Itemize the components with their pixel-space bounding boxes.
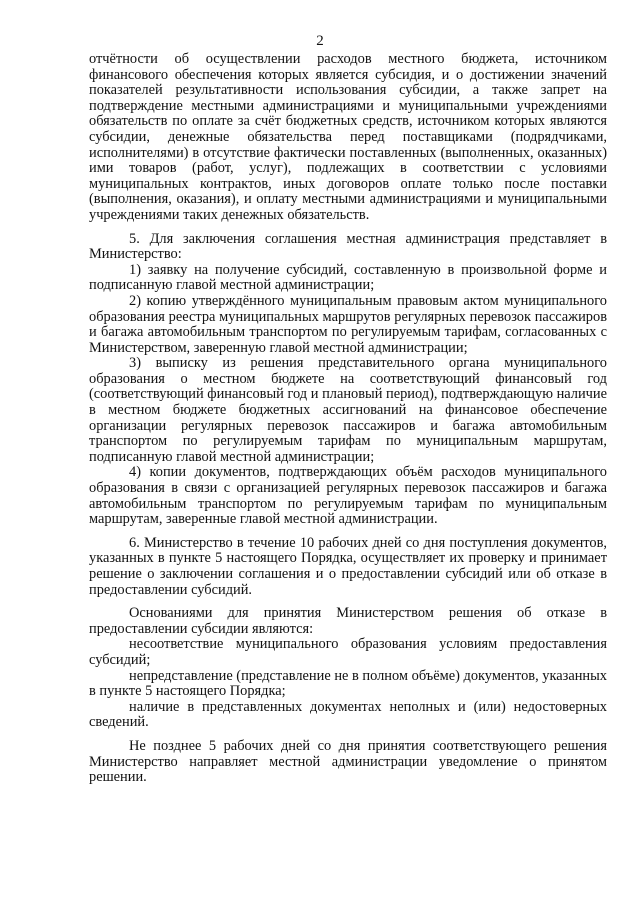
paragraph-notification: Не позднее 5 рабочих дней со дня принятия соответствующего решения Министерство направляет местной администрации уведомление о принятом решении. [89, 737, 607, 786]
list-item-3: 3) выписку из решения представительного органа муниципального образования о местном бюджете на соответствующий финансовый год (соответствующий финансовый год и плановый период), подтверждающую наличие в местном бюджете бюджетных ассигнований на финансовое обеспечение организации регулярных перевозок пассажиров и багажа автомобильным транспортом по регулируемым тарифам по муниципальным маршрутам, подписанную главой местной администрации; [89, 355, 607, 465]
document-body [89, 52, 607, 786]
list-item-2: 2) копию утверждённого муниципальным правовым актом муниципального образования реестра муниципальных маршрутов регулярных перевозок пассажиров и багажа автомобильным транспортом по регулируемым тарифам, согласованных с Министерством, заверенную главой местной администрации; [89, 292, 607, 356]
paragraph-item-6: 6. Министерство в течение 10 рабочих дней со дня поступления документов, указанных в пункте 5 настоящего Порядка, осуществляет их проверку и принимает решение о заключении соглашения и о предоставлении субсидий или об отказе в предоставлении субсидий. [89, 534, 607, 598]
paragraph-refusal-grounds: Основаниями для принятия Министерством решения об отказе в предоставлении субсидии являются: [89, 605, 607, 637]
list-item-1: 1) заявку на получение субсидий, составленную в произвольной форме и подписанную главой местной администрации; [89, 261, 607, 294]
refusal-ground-2: непредставление (представление не в полном объёме) документов, указанных в пункте 5 настоящего Порядка; [89, 667, 607, 700]
page-number: 2 [316, 33, 324, 49]
paragraph-continuation: отчётности об осуществлении расходов местного бюджета, источником финансового обеспечения которых является субсидия, и о достижении значений показателей результативности использования субсидии, а также запрет на подтверждение местными администрациями и муниципальными учреждениями обязательств по оплате за счёт бюджетных средств, источником которых являются субсидии, денежные обязательства перед поставщиками (подрядчиками, исполнителями) в отсутствие фактически поставленных (выполненных, оказанных) ими товаров (работ, услуг), подлежащих в соответствии с условиями муниципальных контрактов, иных договоров оплате только после поставки (выполнения, оказания), и оплату местными администрациями и муниципальными учреждениями таких денежных обязательств. [89, 51, 607, 223]
list-item-4: 4) копии документов, подтверждающих объём расходов муниципального образования в связи с организацией регулярных перевозок пассажиров и багажа автомобильным транспортом по регулируемым тарифам по муниципальным маршрутам, заверенные главой местной администрации. [89, 464, 607, 528]
refusal-ground-1: несоответствие муниципального образования условиям предоставления субсидий; [89, 636, 607, 668]
paragraph-item-5: 5. Для заключения соглашения местная администрация представляет в Министерство: [89, 230, 607, 263]
refusal-ground-3: наличие в представленных документах неполных и (или) недостоверных сведений. [89, 698, 607, 731]
